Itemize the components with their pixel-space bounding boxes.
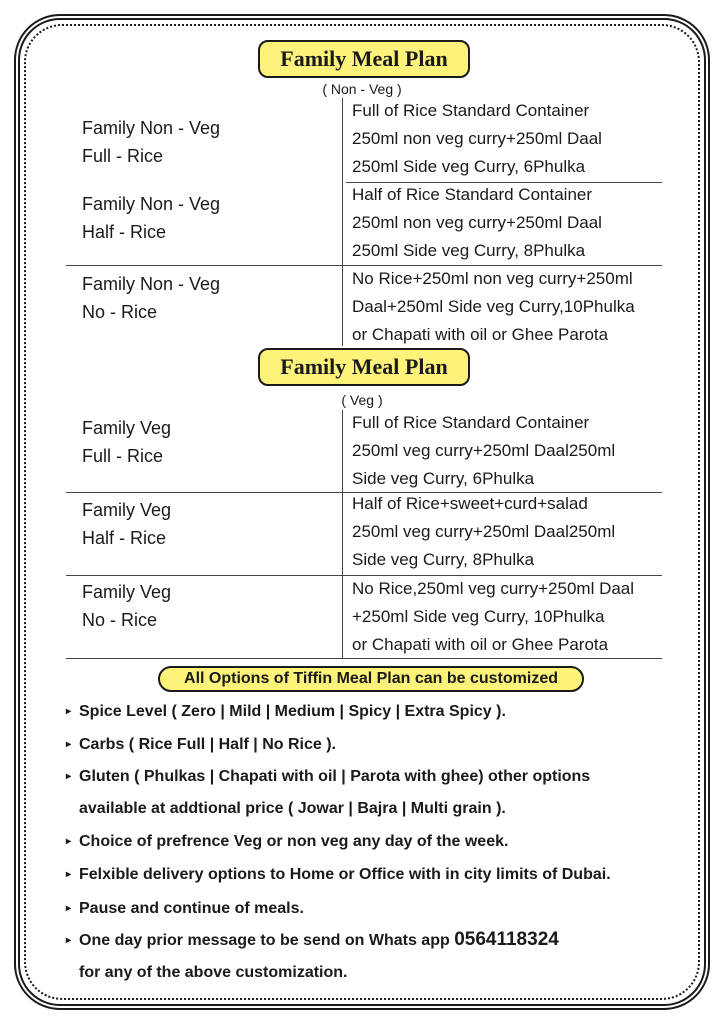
plan-detail (352, 409, 672, 493)
plan-detail-line: 250ml non veg curry+250ml Daal (352, 213, 602, 232)
plan-detail-line: 250ml veg curry+250ml Daal250ml (352, 522, 616, 541)
plan-name-line: Half - Rice (82, 222, 167, 242)
plan-name (82, 414, 171, 470)
plan-detail-line: +250ml Side veg Curry, 10Phulka (352, 607, 605, 626)
option-item (66, 767, 686, 787)
plan-detail-line: or Chapati with oil or Ghee Parota (352, 325, 609, 344)
plan-detail-line: No Rice+250ml non veg curry+250ml (352, 269, 633, 288)
plan-name (82, 270, 220, 326)
option-item (66, 702, 686, 722)
plan-name-line: Family Veg (82, 418, 172, 438)
plan-name-line: Family Non - Veg (82, 194, 221, 214)
plan-detail (352, 575, 672, 659)
plan-name-line: Family Non - Veg (82, 274, 221, 294)
plan-name-line: Full - Rice (82, 146, 164, 166)
plan-detail-line: Full of Rice Standard Container (352, 101, 590, 120)
plan-detail-line: Half of Rice Standard Container (352, 185, 593, 204)
section-divider (66, 658, 662, 659)
plan-detail-line: Full of Rice Standard Container (352, 413, 590, 432)
option-text: One day prior message to be send on Whats app (79, 932, 450, 949)
bullet-icon: ▸ (66, 869, 72, 880)
plan-name (82, 114, 220, 170)
option-text: Felxible delivery options to Home or Office with in city limits of Dubai. (79, 866, 611, 884)
plan-detail (352, 181, 672, 265)
whatsapp-number: 0564118324 (454, 929, 559, 950)
column-divider (342, 98, 343, 346)
bullet-icon: ▸ (66, 836, 72, 847)
plan-name (82, 578, 171, 634)
option-item (66, 799, 686, 819)
plan-detail-line: 250ml veg curry+250ml Daal250ml (352, 441, 616, 460)
section-title-veg: Family Meal Plan (258, 348, 470, 386)
plan-detail-line: 250ml non veg curry+250ml Daal (352, 129, 602, 148)
option-text: for any of the above customization. (79, 964, 348, 981)
option-item (66, 865, 686, 885)
plan-detail (352, 97, 672, 181)
option-item (66, 899, 686, 919)
plan-detail-line: Side veg Curry, 6Phulka (352, 469, 535, 488)
plan-name-line: Family Veg (82, 500, 172, 520)
bullet-icon: ▸ (66, 706, 72, 717)
section-subtitle-nonveg: ( Non - Veg ) (322, 81, 402, 97)
plan-detail-line: No Rice,250ml veg curry+250ml Daal (352, 579, 635, 598)
bullet-icon: ▸ (66, 739, 72, 750)
plan-detail-line: Daal+250ml Side veg Curry,10Phulka (352, 297, 635, 316)
plan-name-line: Family Non - Veg (82, 118, 221, 138)
plan-detail-line: Side veg Curry, 8Phulka (352, 550, 535, 569)
option-text: Choice of prefrence Veg or non veg any day of the week. (79, 833, 509, 851)
plan-detail-line: or Chapati with oil or Ghee Parota (352, 635, 609, 654)
option-item (66, 930, 686, 951)
plan-detail (352, 265, 672, 349)
section-title-nonveg: Family Meal Plan (258, 40, 470, 78)
option-text: Spice Level ( Zero | Mild | Medium | Spicy | Extra Spicy ). (79, 703, 506, 721)
plan-detail (352, 490, 672, 574)
option-text: Carbs ( Rice Full | Half | No Rice ). (79, 736, 336, 754)
option-item (66, 832, 686, 852)
plan-name (82, 190, 220, 246)
plan-name (82, 496, 171, 552)
column-divider (342, 410, 343, 658)
plan-name-line: No - Rice (82, 610, 158, 630)
bullet-icon: ▸ (66, 934, 72, 946)
plan-name-line: Family Veg (82, 582, 172, 602)
option-text: Pause and continue of meals. (79, 900, 304, 918)
plan-name-line: Full - Rice (82, 446, 164, 466)
plan-detail-line: 250ml Side veg Curry, 6Phulka (352, 157, 586, 176)
option-text: Gluten ( Phulkas | Chapati with oil | Parota with ghee) other options (79, 768, 591, 786)
option-text: available at addtional price ( Jowar | Bajra | Multi grain ). (79, 800, 506, 817)
plan-detail-line: 250ml Side veg Curry, 8Phulka (352, 241, 586, 260)
section-subtitle-veg: ( Veg ) (341, 392, 383, 408)
bullet-icon: ▸ (66, 903, 72, 914)
customize-heading: All Options of Tiffin Meal Plan can be customized (158, 666, 584, 692)
option-item (66, 963, 686, 983)
plan-name-line: Half - Rice (82, 528, 167, 548)
plan-name-line: No - Rice (82, 302, 158, 322)
option-item (66, 735, 686, 755)
plan-detail-line: Half of Rice+sweet+curd+salad (352, 494, 588, 513)
bullet-icon: ▸ (66, 771, 72, 782)
